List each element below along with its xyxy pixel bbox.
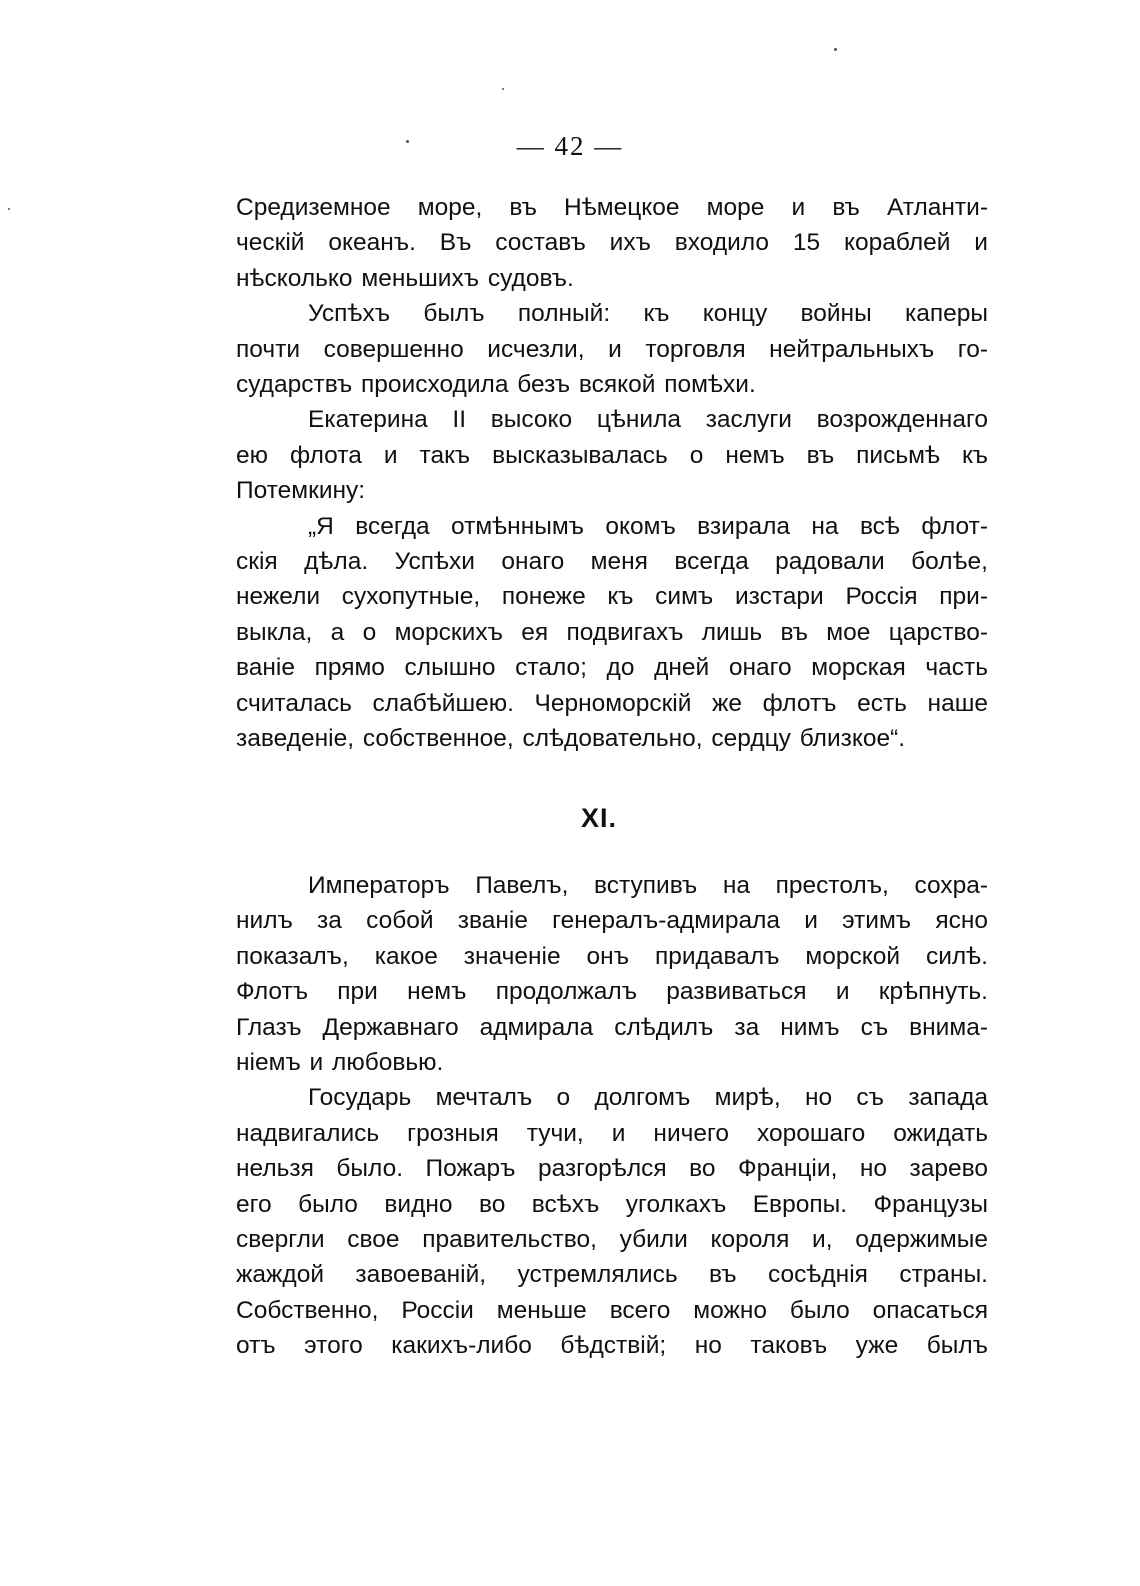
text-block-1 [236,190,988,757]
text-line: Глазъ Державнаго адмирала слѣдилъ за нимъ съ внима- [236,1013,988,1041]
text-line: Флотъ при немъ продолжалъ развиваться и крѣпнуть. [236,978,988,1006]
text-line: ею флота и такъ высказывалась о немъ въ письмѣ къ [236,441,988,469]
quote-line: нежели сухопутные, понеже къ симъ изстари Россія при- [236,583,988,611]
scan-speck [502,88,504,90]
text-line: почти совершенно исчезли, и торговля нейтральныхъ го- [236,335,988,363]
text-line: Потемкину: [236,477,366,505]
text-block-2 [236,868,988,1364]
text-line: показалъ, какое значеніе онъ придавалъ морской силѣ. [236,942,988,970]
text-line: отъ этого какихъ-либо бѣдствій; но таковъ уже былъ [236,1332,988,1360]
text-line: Средиземное море, въ Нѣмецкое море и въ Атланти- [236,194,988,221]
text-line: свергли свое правительство, убили короля и, одержимые [236,1226,988,1254]
text-line: его было видно во всѣхъ уголкахъ Европы. Французы [236,1190,988,1218]
text-line: сударствъ происходила безъ всякой помѣхи. [236,371,756,399]
quote-line: скія дѣла. Успѣхи онаго меня всегда радовали болѣе, [236,548,988,576]
text-line: жаждой завоеваній, устремлялись въ сосѣднія страны. [236,1261,988,1289]
text-line: Государь мечталъ о долгомъ мирѣ, но съ запада [308,1084,988,1112]
text-line: ческій океанъ. Въ составъ ихъ входило 15 кораблей и [236,229,988,257]
quote-line: „Я всегда отмѣннымъ окомъ взирала на всѣ флот- [308,512,988,540]
text-line: Успѣхъ былъ полный: къ концу войны каперы [308,300,988,328]
scan-speck [8,208,10,210]
text-line: нельзя было. Пожаръ разгорѣлся во Франціи, но зарево [236,1155,988,1183]
text-line: надвигались грозныя тучи, и ничего хорошаго ожидать [236,1119,988,1147]
quote-line: ваніе прямо слышно стало; до дней онаго морская часть [236,654,988,682]
quote-line: считалась слабѣйшею. Черноморскій же флотъ есть наше [236,689,988,717]
text-line: Собственно, Россіи меньше всего можно было опасаться [236,1296,988,1324]
quote-line: выкла, а о морскихъ ея подвигахъ лишь въ мое царство- [236,618,988,646]
scan-speck [834,48,837,51]
section-heading: XI. [580,803,617,833]
quote-line: заведеніе, собственное, слѣдовательно, сердцу близкое“. [236,725,906,753]
text-line: ніемъ и любовью. [236,1049,444,1077]
text-line: нилъ за собой званіе генералъ-адмирала и этимъ ясно [236,907,988,935]
page-number: — 42 — [516,131,624,161]
text-line: Императоръ Павелъ, вступивъ на престолъ, сохра- [308,872,988,899]
text-line: Екатерина II высоко цѣнила заслуги возрожденнаго [308,406,988,434]
text-line: нѣсколько меньшихъ судовъ. [236,264,574,292]
